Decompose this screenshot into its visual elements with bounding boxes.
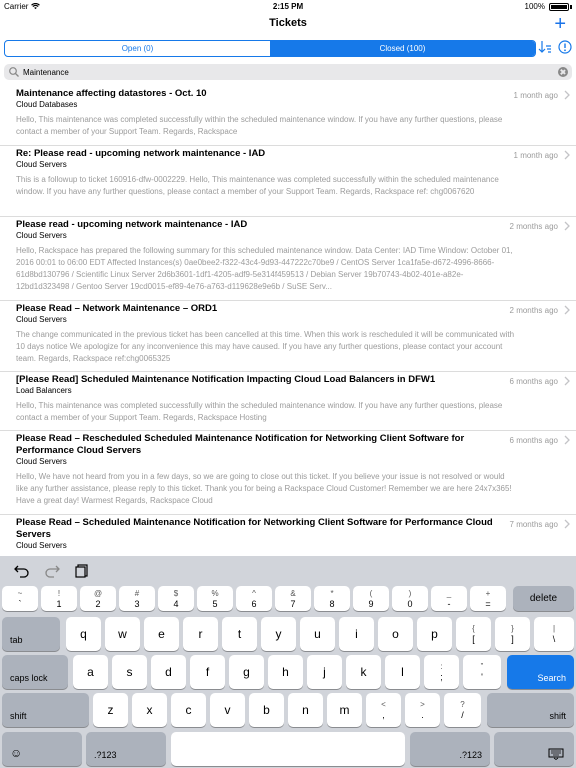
key-o[interactable]: o — [378, 617, 413, 651]
clear-search-icon[interactable] — [558, 67, 568, 77]
key-top: ~ — [17, 588, 23, 598]
key-x[interactable]: x — [132, 693, 167, 727]
key-top: < — [381, 700, 386, 709]
ticket-preview: Hello, This maintenance was completed successfully within the scheduled maintenance window. If you have any further questions, please contact a member of your Support Team. Regards, Rackspace Hosting — [16, 401, 503, 422]
key-e[interactable]: e — [144, 617, 179, 651]
key-top: @ — [93, 588, 103, 598]
key-j[interactable]: j — [307, 655, 342, 689]
alert-icon[interactable] — [558, 40, 572, 54]
ticket-time: 7 months ago — [509, 520, 558, 529]
keyboard-dismiss-icon — [548, 748, 564, 760]
undo-icon[interactable] — [14, 564, 30, 578]
key-p[interactable]: p — [417, 617, 452, 651]
key-bottom: ` — [18, 598, 22, 609]
key-2[interactable] — [80, 586, 116, 611]
key-7[interactable] — [275, 586, 311, 611]
search-input[interactable] — [20, 68, 558, 77]
key-top: ? — [460, 700, 465, 709]
ticket-subject: Maintenance affecting datastores - Oct. 10 — [16, 88, 207, 99]
caps-lock-key[interactable] — [2, 655, 68, 689]
key-top: % — [211, 588, 219, 598]
status-bar — [0, 0, 576, 14]
key-bottom: 3 — [134, 598, 140, 609]
key-bottom: ] — [511, 634, 514, 644]
key-bottom: 7 — [290, 598, 296, 609]
ticket-time: 1 month ago — [513, 151, 558, 160]
battery-tip — [570, 5, 572, 9]
key-r[interactable]: r — [183, 617, 218, 651]
key-u[interactable]: u — [300, 617, 335, 651]
key-top: : — [440, 662, 443, 671]
chevron-right-icon — [564, 221, 570, 231]
ticket-row[interactable] — [0, 86, 576, 146]
segment-closed[interactable]: Closed (100) — [270, 41, 535, 56]
key-q[interactable]: q — [66, 617, 101, 651]
ticket-row[interactable] — [0, 372, 576, 431]
ticket-status-segmented-control — [4, 40, 536, 57]
key-top: ) — [408, 588, 412, 598]
chevron-right-icon — [564, 435, 570, 445]
key-bottom: ; — [440, 672, 443, 682]
ticket-time: 2 months ago — [509, 222, 558, 231]
key-bottom: , — [382, 710, 385, 720]
space-key[interactable] — [171, 732, 405, 766]
ticket-subject: Please Read – Rescheduled Scheduled Maintenance Notification for Networking Client Software for Performance Cloud Servers — [16, 433, 465, 456]
keyboard-toolbar — [0, 562, 576, 580]
chevron-right-icon — [564, 150, 570, 160]
carrier-label: Carrier — [4, 2, 29, 11]
key-s[interactable]: s — [112, 655, 147, 689]
key-5[interactable] — [197, 586, 233, 611]
ticket-product: Cloud Servers — [16, 457, 67, 466]
ticket-preview: Hello, Rackspace has prepared the following summary for this scheduled maintenance window. Data Center: IAD Time Window: October 01, 2016 00:01 to 06:00 EDT Affected Instances(s) 0ae0bee2-f322-43c4-9d93-447222c70be9 / CentOS Server 1ca1fa5e-d672-4996-8666-61d8bd130796 / Scientific Linux Server 2d6b3601-1df1-4205-adf9-5e314f459513 / Debian Server 19b70743-4b02-401e-a82e-12bd1d323498 / Gentoo Server 19cd0015-ef89-4e76-a763-d119628e9e6b / SuSE Serv... — [16, 246, 513, 291]
ticket-subject: Please Read – Network Maintenance – ORD1 — [16, 303, 218, 314]
key-i[interactable]: i — [339, 617, 374, 651]
ticket-row[interactable] — [0, 217, 576, 301]
battery-label: 100% — [524, 2, 545, 11]
status-right — [525, 2, 572, 11]
ticket-preview: This is a followup to ticket 160916-dfw-0002229. Hello, This maintenance was completed successfully within the scheduled maintenance window. If you have any further questions, please contact a member of your Support Team. Regards, Rackspace ref: chg0067620 — [16, 175, 499, 196]
shift-left-key[interactable] — [2, 693, 89, 727]
key-bottom: 0 — [407, 598, 413, 609]
key-top: > — [420, 700, 425, 709]
key-bottom: / — [461, 710, 464, 720]
key-comma[interactable] — [366, 693, 401, 727]
nav-bar — [0, 14, 576, 38]
key-top: } — [511, 624, 514, 633]
key-f[interactable]: f — [190, 655, 225, 689]
page-title: Tickets — [269, 17, 307, 29]
key-bottom: ' — [481, 672, 483, 682]
key-g[interactable]: g — [229, 655, 264, 689]
search-bar — [4, 64, 572, 80]
toolbar-icons — [538, 40, 572, 54]
key-9[interactable] — [353, 586, 389, 611]
key-6[interactable] — [236, 586, 272, 611]
ticket-product: Cloud Servers — [16, 160, 67, 169]
key-y[interactable]: y — [261, 617, 296, 651]
status-time: 2:15 PM — [272, 2, 304, 11]
search-key[interactable] — [507, 655, 574, 689]
key-slash[interactable] — [444, 693, 481, 727]
ticket-product: Cloud Servers — [16, 541, 67, 550]
key-top: ^ — [252, 588, 256, 598]
key-bottom: - — [447, 598, 451, 609]
search-key-label: Search — [537, 673, 566, 683]
tab-label: tab — [10, 635, 23, 645]
shift-label: shift — [10, 711, 27, 721]
key-bottom: = — [485, 598, 491, 609]
ticket-preview: Hello, This maintenance was completed successfully within the scheduled maintenance window. If you have any further questions, please contact a member of your Support Team. Regards, Rackspace — [16, 115, 503, 136]
ticket-row[interactable] — [0, 431, 576, 515]
key-l[interactable]: l — [385, 655, 420, 689]
key-a[interactable]: a — [73, 655, 108, 689]
key-top: * — [330, 588, 334, 598]
key-quote[interactable] — [463, 655, 501, 689]
key-4[interactable] — [158, 586, 194, 611]
key-top: ” — [480, 662, 484, 671]
tab-key[interactable] — [2, 617, 60, 651]
numbers-left-key[interactable] — [86, 732, 166, 766]
key-bottom: 1 — [56, 598, 62, 609]
chevron-right-icon — [564, 376, 570, 386]
key-b[interactable]: b — [249, 693, 284, 727]
key-d[interactable]: d — [151, 655, 186, 689]
key-top: _ — [446, 588, 452, 598]
key-m[interactable]: m — [327, 693, 362, 727]
ticket-preview: Hello, We have not heard from you in a few days, so we are going to close out this ticket. If you believe your issue is not resolved or would like any further assistance, please reply to this ticket. Thank you for being a Rackspace Cloud Customer! Remember we are here 24x7x365! Have a great day! Warmest Regards, Rackspace Cloud — [16, 472, 512, 505]
numbers-label: .?123 — [459, 750, 482, 760]
numbers-label: .?123 — [94, 750, 117, 760]
ticket-time: 1 month ago — [513, 91, 558, 100]
caps-lock-label: caps lock — [10, 673, 48, 683]
emoji-icon: ☺ — [10, 746, 23, 760]
ticket-time: 6 months ago — [509, 436, 558, 445]
add-ticket-button[interactable]: + — [554, 13, 566, 35]
ticket-product: Cloud Databases — [16, 100, 78, 109]
chevron-right-icon — [564, 305, 570, 315]
key-semicolon[interactable] — [424, 655, 459, 689]
ticket-subject: [Please Read] Scheduled Maintenance Notification Impacting Cloud Load Balancers in DFW1 — [16, 374, 436, 385]
sort-icon[interactable] — [538, 40, 552, 54]
ticket-time: 2 months ago — [509, 306, 558, 315]
key-1[interactable] — [41, 586, 77, 611]
key-bottom: 4 — [173, 598, 179, 609]
key-bottom: \ — [552, 634, 556, 644]
key-bottom: . — [421, 710, 424, 720]
key-bottom: 6 — [251, 598, 257, 609]
key-top: | — [552, 624, 556, 633]
key-h[interactable]: h — [268, 655, 303, 689]
key-z[interactable]: z — [93, 693, 128, 727]
key-top: + — [485, 588, 491, 598]
ticket-subject: Please read - upcoming network maintenance - IAD — [16, 219, 248, 230]
ticket-time: 6 months ago — [509, 377, 558, 386]
key-c[interactable]: c — [171, 693, 206, 727]
key-top: ( — [369, 588, 373, 598]
ticket-product: Cloud Servers — [16, 231, 67, 240]
chevron-right-icon — [564, 90, 570, 100]
paste-icon[interactable] — [74, 564, 90, 578]
delete-key[interactable]: delete — [513, 586, 574, 611]
ticket-subject: Re: Please read - upcoming network maintenance - IAD — [16, 148, 266, 159]
shift-right-key[interactable] — [487, 693, 574, 727]
key-v[interactable]: v — [210, 693, 245, 727]
key-top: { — [472, 624, 475, 633]
ticket-row[interactable] — [0, 301, 576, 372]
key-bottom: 9 — [368, 598, 374, 609]
key-w[interactable]: w — [105, 617, 140, 651]
key-bottom: 5 — [212, 598, 218, 609]
key-bottom: [ — [472, 634, 475, 644]
key-top: # — [134, 588, 140, 598]
chevron-right-icon — [564, 519, 570, 529]
key-3[interactable] — [119, 586, 155, 611]
key-period[interactable] — [405, 693, 440, 727]
key-grave[interactable] — [2, 586, 38, 611]
key-open-bracket[interactable] — [456, 617, 491, 651]
numbers-right-key[interactable] — [410, 732, 490, 766]
redo-icon[interactable] — [44, 564, 60, 578]
dismiss-keyboard-key[interactable] — [494, 732, 574, 766]
key-k[interactable]: k — [346, 655, 381, 689]
key-equals[interactable] — [470, 586, 506, 611]
key-backslash[interactable] — [534, 617, 574, 651]
emoji-key[interactable] — [2, 732, 82, 766]
key-minus[interactable] — [431, 586, 467, 611]
key-top: & — [290, 588, 296, 598]
ticket-row[interactable] — [0, 515, 576, 556]
key-0[interactable] — [392, 586, 428, 611]
key-close-bracket[interactable] — [495, 617, 530, 651]
ticket-subject: Please Read – Scheduled Maintenance Notification for Networking Client Software for Performance Cloud Servers — [16, 517, 493, 540]
ticket-row[interactable] — [0, 146, 576, 217]
ticket-list — [0, 86, 576, 556]
key-n[interactable]: n — [288, 693, 323, 727]
segment-open[interactable]: Open (0) — [121, 44, 154, 53]
shift-label: shift — [549, 711, 566, 721]
key-bottom: 8 — [329, 598, 335, 609]
ticket-preview: The change communicated in the previous ticket has been cancelled at this time. When this work is rescheduled it will be communicated with 10 days notice We apologize for any inconvenience this may have caused. If you have any further questions, please contact your account team. Regards, Rackspace ref:chg0065325 — [16, 330, 515, 363]
ticket-product: Load Balancers — [16, 386, 72, 395]
key-top: ! — [57, 588, 61, 598]
ticket-product: Cloud Servers — [16, 315, 67, 324]
key-t[interactable]: t — [222, 617, 257, 651]
key-bottom: 2 — [95, 598, 101, 609]
search-icon — [8, 66, 20, 78]
key-8[interactable] — [314, 586, 350, 611]
keyboard — [0, 556, 576, 768]
battery-icon — [549, 3, 569, 11]
key-top: $ — [173, 588, 179, 598]
